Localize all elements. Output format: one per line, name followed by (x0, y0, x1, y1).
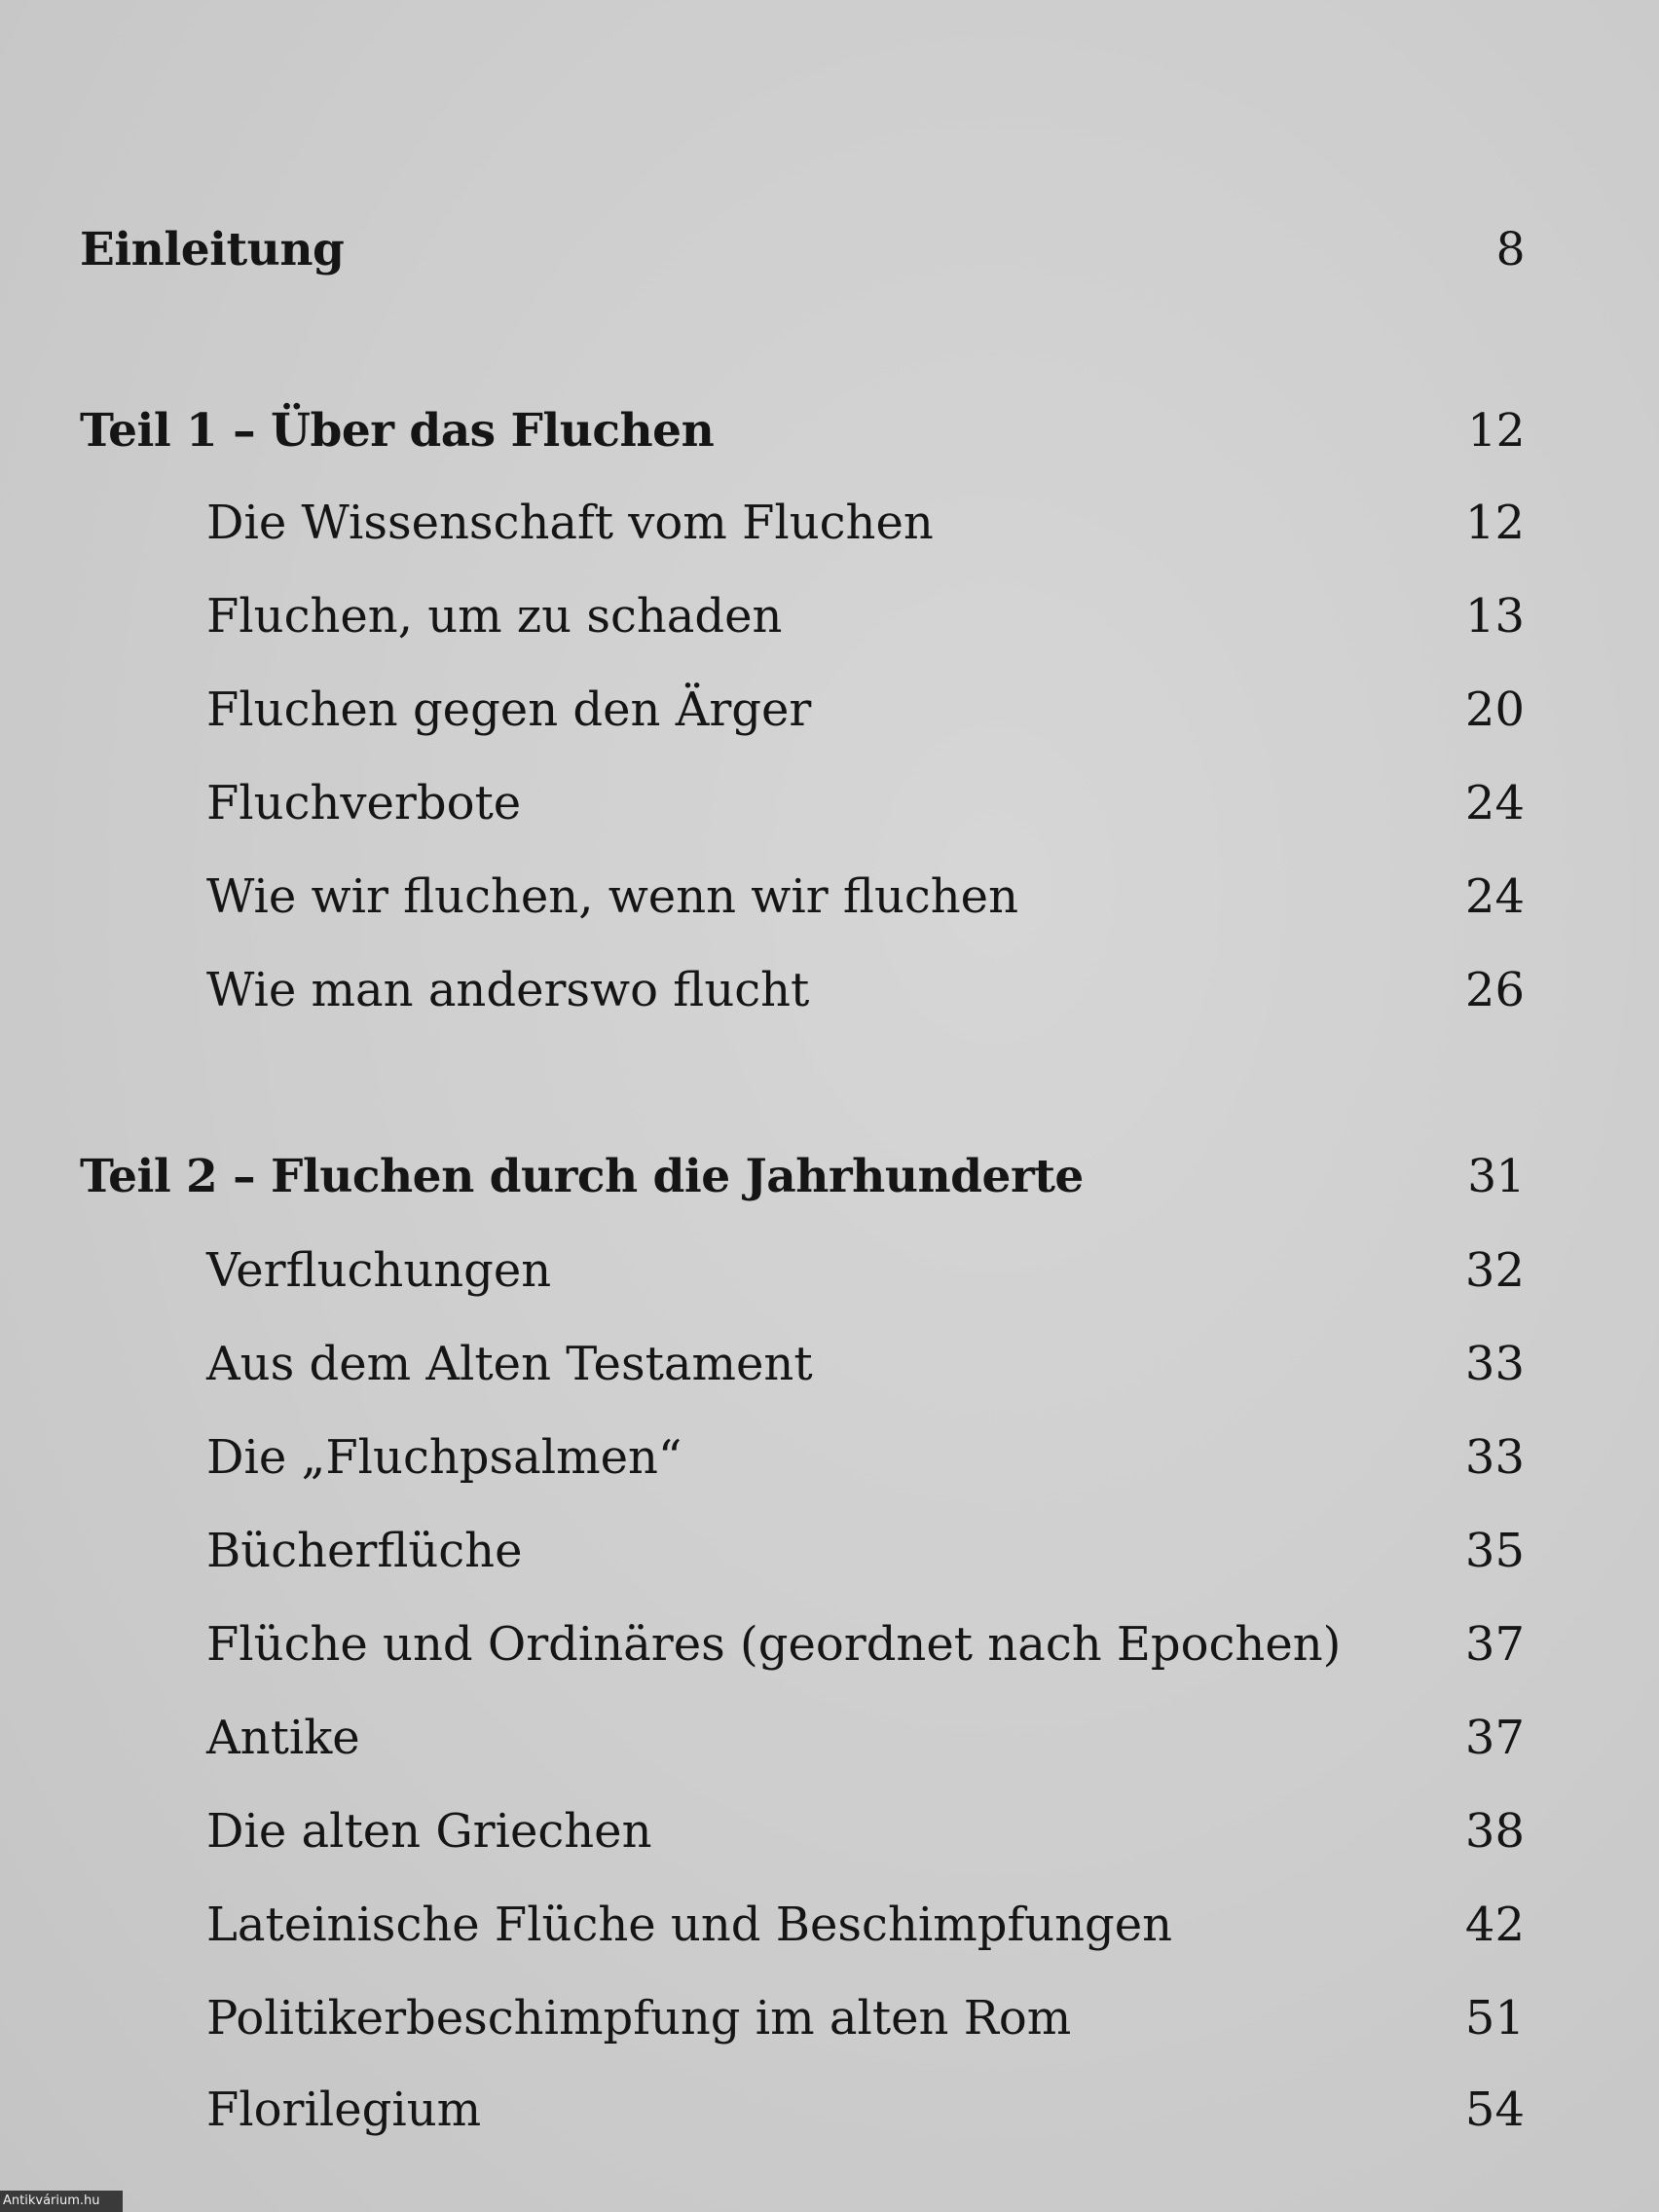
toc-entry (0, 1891, 1659, 1959)
toc-entry (0, 769, 1659, 837)
toc-entry (0, 489, 1659, 557)
toc-entry (0, 1797, 1659, 1865)
toc-entry-title: Lateinische Flüche und Beschimpfungen (206, 1898, 1173, 1952)
toc-entry-title: Wie wir fluchen, wenn wir fluchen (206, 869, 1018, 924)
toc-heading-einleitung (0, 216, 1659, 284)
toc-entry-title: Fluchverbote (206, 776, 522, 830)
toc-entry (0, 863, 1659, 931)
toc-entry-title: Florilegium (206, 2083, 482, 2137)
toc-page-number: 24 (1464, 869, 1525, 924)
toc-entry (0, 1423, 1659, 1492)
toc-entry (0, 1704, 1659, 1772)
toc-entry (0, 956, 1659, 1024)
toc-page-number: 31 (1467, 1150, 1525, 1203)
toc-page-number: 12 (1467, 404, 1525, 458)
toc-entry-title: Die „Fluchpsalmen“ (206, 1430, 682, 1485)
toc-entry-title: Die alten Griechen (206, 1804, 652, 1859)
toc-page-number: 12 (1464, 496, 1525, 550)
toc-page-number: 13 (1464, 589, 1525, 644)
toc-entry-title: Aus dem Alten Testament (206, 1337, 813, 1391)
toc-entry (0, 1984, 1659, 2052)
toc-heading-title: Teil 1 – Über das Fluchen (80, 404, 715, 458)
toc-page-number: 54 (1464, 2083, 1525, 2137)
toc-entry-title: Flüche und Ordinäres (geordnet nach Epochen) (206, 1617, 1342, 1672)
toc-entry (0, 1517, 1659, 1585)
toc-page-number: 35 (1464, 1524, 1525, 1578)
toc-entry-title: Antike (206, 1711, 360, 1765)
toc-entry-title: Politikerbeschimpfung im alten Rom (206, 1991, 1072, 2046)
toc-entry-title: Verfluchungen (206, 1243, 552, 1298)
toc-page-number: 37 (1464, 1711, 1525, 1765)
toc-entry (0, 676, 1659, 744)
toc-page-number: 38 (1464, 1804, 1525, 1859)
toc-page-number: 24 (1464, 776, 1525, 830)
toc-page-number: 26 (1464, 963, 1525, 1017)
toc-entry-title: Wie man anderswo flucht (206, 963, 810, 1017)
toc-entry (0, 1236, 1659, 1305)
toc-page-number: 37 (1464, 1617, 1525, 1672)
toc-heading-part2 (0, 1143, 1659, 1211)
toc-heading-title: Teil 2 – Fluchen durch die Jahrhunderte (80, 1150, 1084, 1203)
toc-page-number: 8 (1495, 223, 1525, 276)
toc-page-number: 33 (1464, 1430, 1525, 1485)
toc-entry (0, 2076, 1659, 2144)
toc-entry-title: Die Wissenschaft vom Fluchen (206, 496, 934, 550)
toc-page-number: 42 (1464, 1898, 1525, 1952)
toc-entry-title: Bücherflüche (206, 1524, 523, 1578)
watermark: Antikvárium.hu (0, 2191, 123, 2212)
toc-heading-part1 (0, 397, 1659, 465)
toc-entry (0, 1610, 1659, 1678)
toc-entry (0, 1330, 1659, 1398)
toc-page-number: 51 (1464, 1991, 1525, 2046)
toc-page-number: 32 (1464, 1243, 1525, 1298)
toc-page-number: 33 (1464, 1337, 1525, 1391)
toc-entry-title: Fluchen, um zu schaden (206, 589, 783, 644)
toc-page-number: 20 (1464, 682, 1525, 737)
toc-heading-title: Einleitung (80, 223, 345, 276)
toc-entry (0, 582, 1659, 650)
toc-entry-title: Fluchen gegen den Ärger (206, 682, 812, 737)
